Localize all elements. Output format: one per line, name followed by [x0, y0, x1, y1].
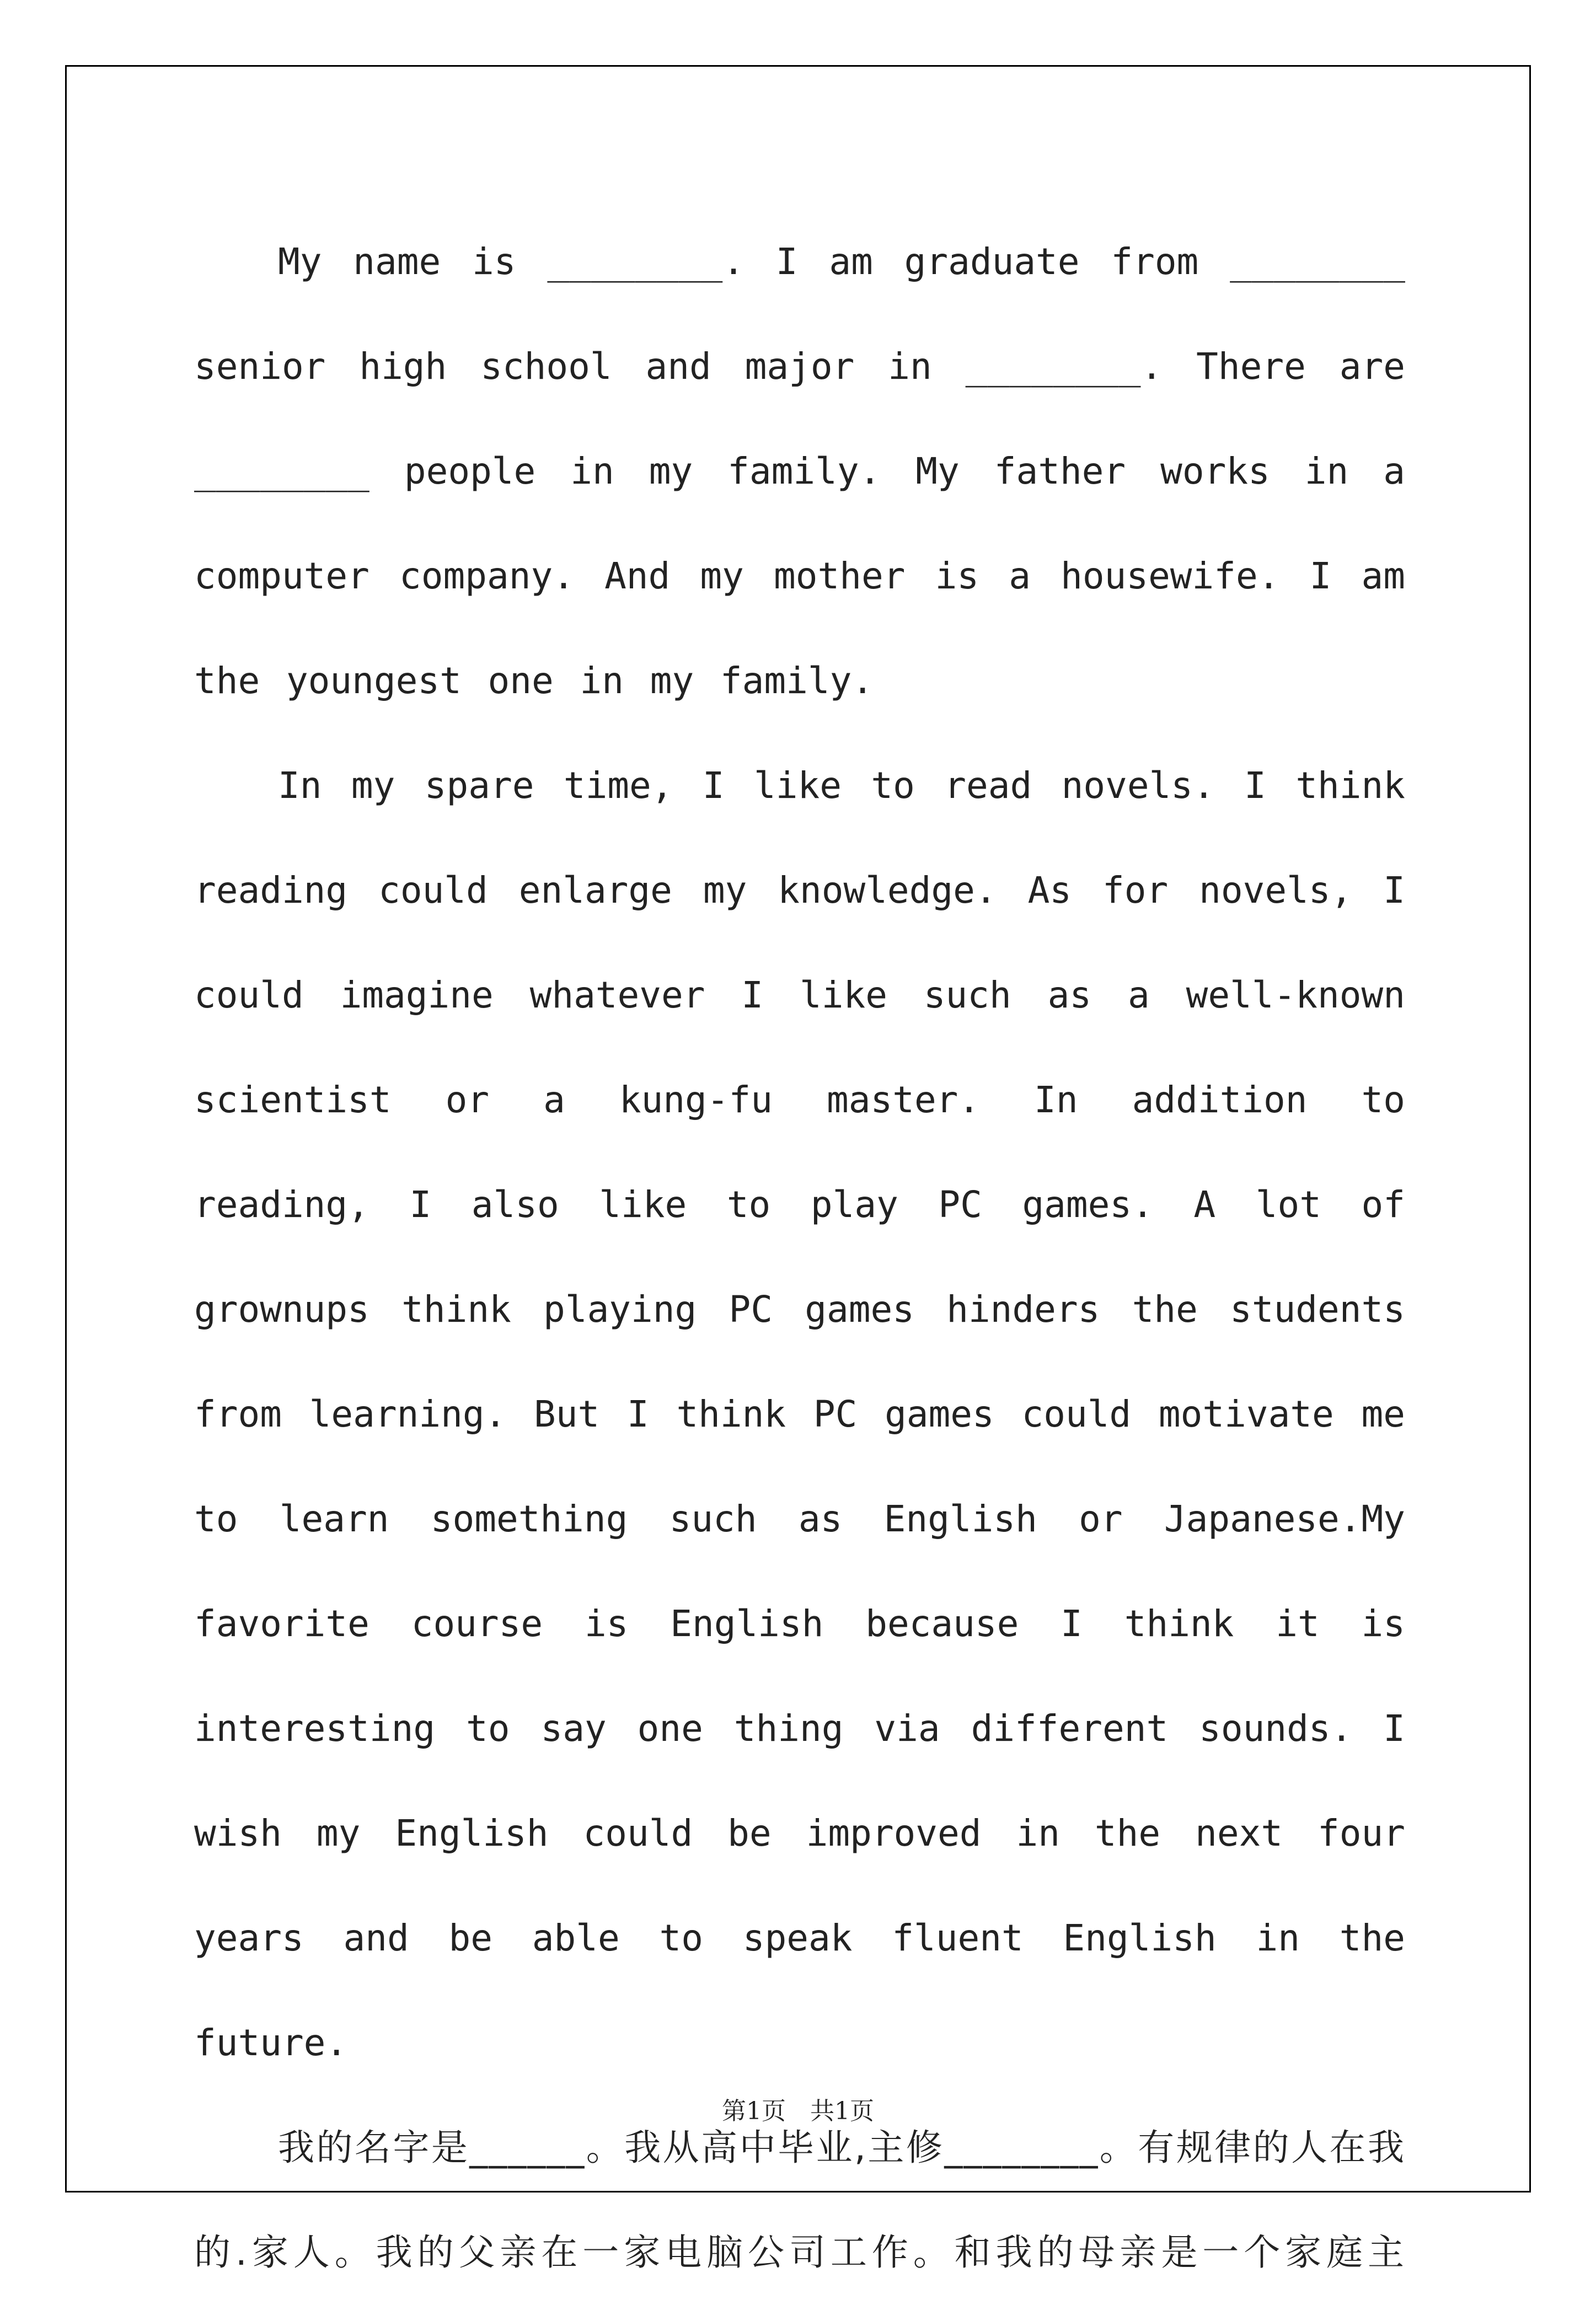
paragraph-intro: My name is ________. I am graduate from ________ senior high school and major in ________. There are ________ people in my family. My father works in a computer company. And my mother is a housewife. I am the youngest one in my family.: [194, 240, 1405, 702]
document-body: [194, 210, 1405, 2305]
paragraph-hobbies: In my spare time, I like to read novels. I think reading could enlarge my knowledge. As for novels, I could imagine whatever I like such as a well-known scientist or a kung-fu master. In addition to reading, I also like to play PC games. A lot of grownups think playing PC games hinders the students from learning. But I think PC games could motivate me to learn something such as English or Japanese.My favorite course is English because I think it is interesting to say one thing via different sounds. I wish my English could be improved in the next four years and be able to speak fluent English in the future.: [194, 764, 1405, 2064]
page-footer: 第1页 共1页: [722, 2097, 874, 2125]
paragraph-chinese: 我的名字是______。我从高中毕业,主修________。有规律的人在我的.家人。我的父亲在一家电脑公司工作。和我的母亲是一个家庭主: [194, 2126, 1405, 2274]
